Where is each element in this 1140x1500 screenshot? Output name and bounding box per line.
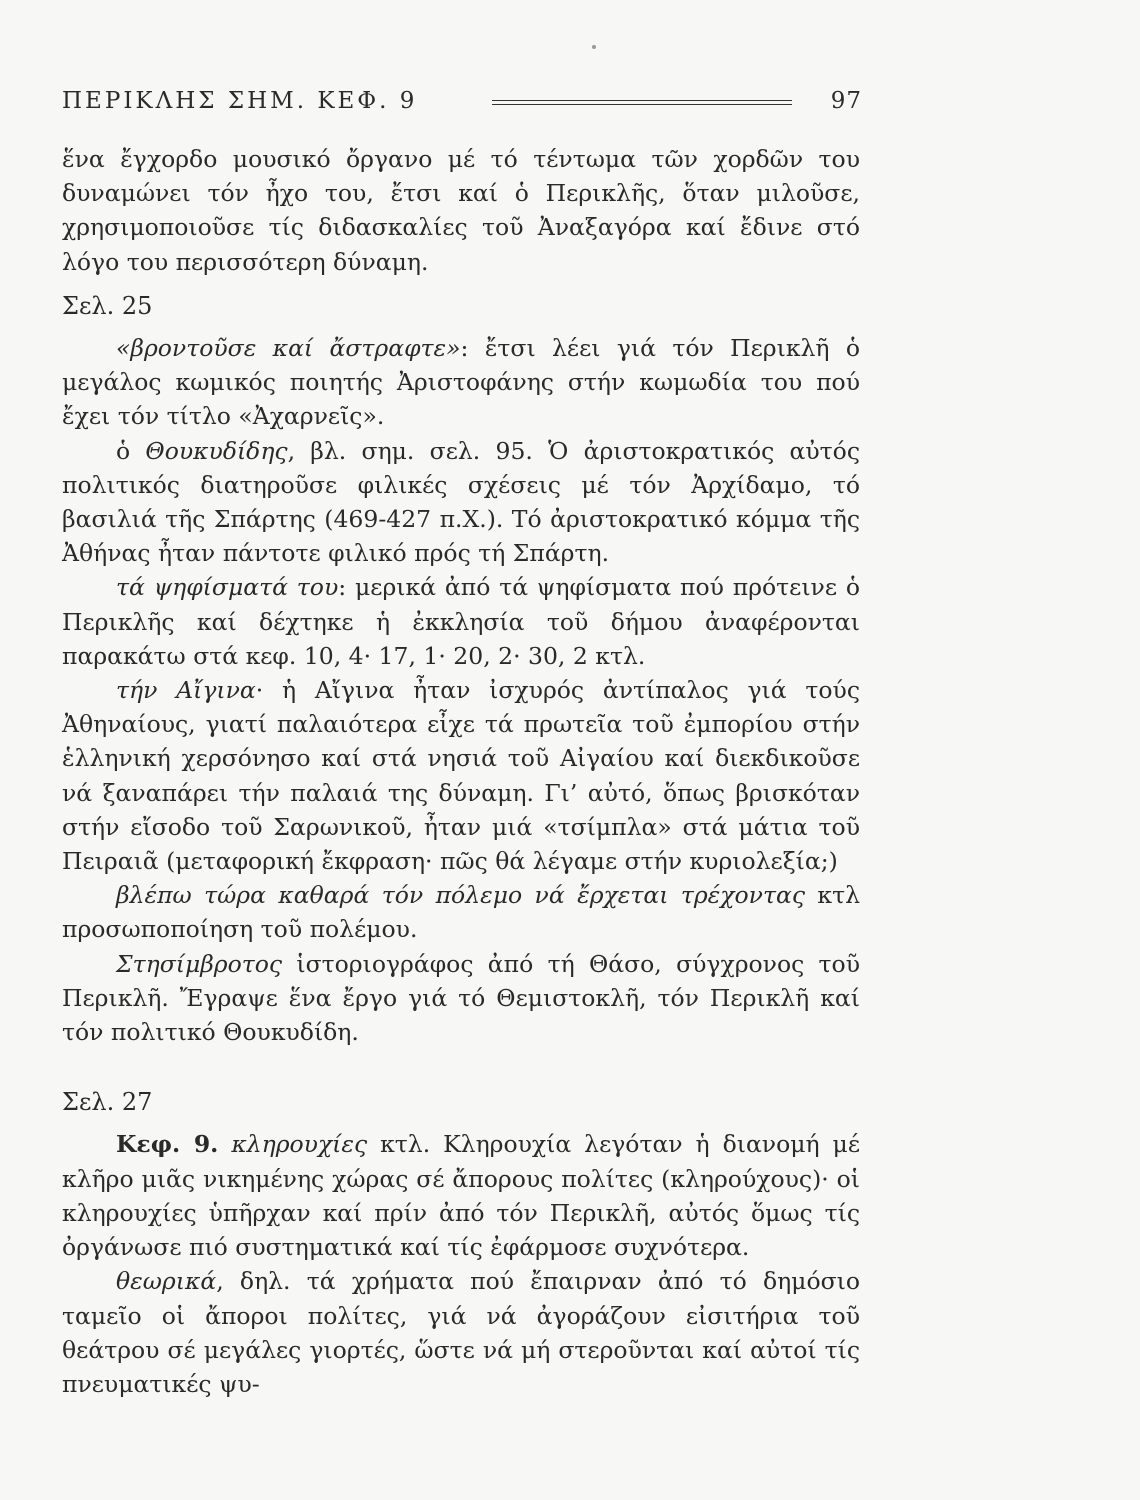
- section-heading-25: Σελ. 25: [62, 291, 153, 320]
- note-lemma: Θουκυδίδης: [145, 436, 288, 465]
- section-heading-27: Σελ. 27: [62, 1088, 153, 1117]
- running-header: [62, 88, 862, 122]
- note-klirouchies: [62, 1127, 860, 1264]
- note-vrontouse: [62, 331, 860, 434]
- page-body: [62, 142, 860, 1401]
- note-aigina: [62, 673, 860, 878]
- note-lemma: θεωρικά: [116, 1267, 217, 1296]
- note-text: , δηλ. τά χρήματα πού ἔπαιρναν ἀπό τό δημόσιο ταμεῖο οἱ ἄποροι πολίτες, γιά νά ἀγοράζουν εἰσιτήρια τοῦ θεάτρου σέ μεγάλες γιορτές, ὥστε νά μή στεροῦνται καί αὐτοί τίς πνευματικές ψυ-: [62, 1267, 860, 1398]
- note-polemos: [62, 878, 860, 946]
- note-text: : μερικά ἀπό τά ψηφίσματα πού πρότεινε ὁ Περικλῆς καί δέχτηκε ἡ ἐκκλησία τοῦ δήμου ἀναφέρονται παρακάτω στά κεφ. 10, 4· 17, 1· 20, 2· 30, 2 κτλ.: [62, 573, 861, 670]
- note-lemma: βλέπω τώρα καθαρά τόν πόλεμο νά ἔρχεται τρέχοντας: [116, 881, 805, 910]
- note-text: · ἡ Αἴγινα ἦταν ἰσχυρός ἀντίπαλος γιά τούς Ἀθηναίους, γιατί παλαιότερα εἶχε τά πρωτεῖα τοῦ ἐμπορίου στήν ἑλληνική χερσόνησο καί στά νησιά τοῦ Αἰγαίου καί διεκδικοῦσε νά ξαναπάρει τήν παλαιά της δύναμη. Γι’ αὐτό, ὅπως βρισκόταν στήν εἴσοδο τοῦ Σαρωνικοῦ, ἦταν μιά «τσίμπλα» στά μάτια τοῦ Πειραιᾶ (μεταφορική ἔκφραση· πῶς θά λέγαμε στήν κυριολεξία;): [62, 676, 860, 876]
- note-text: ἱστοριογράφος ἀπό τή Θάσο, σύγχρονος τοῦ Περικλῆ. Ἔγραψε ἕνα ἔργο γιά τό Θεμιστοκλῆ, τόν Περικλῆ καί τόν πολιτικό Θουκυδίδη.: [62, 949, 860, 1047]
- chapter-marker: Κεφ. 9.: [116, 1130, 219, 1159]
- note-lemma: Στησίμβροτος: [116, 949, 283, 978]
- note-text: κτλ. Κληρουχία λεγόταν ἡ διανομή μέ κλῆρο μιᾶς νικημένης χώρας σέ ἄπορους πολίτες (κληρούχους)· οἱ κληρουχίες ὑπῆρχαν καί πρίν ἀπό τόν Περικλῆ, αὐτός ὅμως τίς ὀργάνωσε πιό συστηματικά καί τίς ἐφάρμοσε συχνότερα.: [62, 1130, 860, 1262]
- note-psifismata: [62, 570, 860, 673]
- note-text: κτλ προσωποποίηση τοῦ πολέμου.: [62, 881, 860, 944]
- note-lemma: κληρουχίες: [231, 1130, 368, 1159]
- note-text: : ἔτσι λέει γιά τόν Περικλῆ ὁ μεγάλος κωμικός ποιητής Ἀριστοφάνης στήν κωμωδία του πού ἔχει τόν τίτλο «Ἀχαρνεῖς».: [62, 334, 860, 431]
- spacer: [62, 1049, 860, 1075]
- note-lemma: τά ψηφίσματά του: [116, 573, 339, 602]
- note-prefix: ὁ: [116, 436, 146, 465]
- note-text: , βλ. σημ. σελ. 95. Ὁ ἀριστοκρατικός αὐτός πολιτικός διατηροῦσε φιλικές σχέσεις μέ τόν Ἀρχίδαμο, τό βασιλιά τῆς Σπάρτης (469-427 π.Χ.). Τό ἀριστοκρατικό κόμμα τῆς Ἀθήνας ἦταν πάντοτε φιλικό πρός τή Σπάρτη.: [62, 436, 860, 568]
- page-number: 97: [830, 88, 862, 114]
- note-thoukydidis: [62, 434, 860, 571]
- note-lemma: τήν Αἴγινα: [116, 676, 256, 705]
- header-rule: [492, 100, 792, 105]
- paragraph-continued: ἕνα ἔγχορδο μουσικό ὄργανο μέ τό τέντωμα τῶν χορδῶν του δυναμώνει τόν ἦχο του, ἔτσι καί ὁ Περικλῆς, ὅταν μιλοῦσε, χρησιμοποιοῦσε τίς διδασκαλίες τοῦ Ἀναξαγόρα καί ἔδινε στό λόγο του περισσότερη δύναμη.: [62, 145, 860, 276]
- note-theorika: [62, 1264, 860, 1401]
- header-title: ΠΕΡΙΚΛΗΣ ΣΗΜ. ΚΕΦ. 9: [62, 88, 418, 114]
- speck: [592, 45, 596, 49]
- note-lemma: «βροντοῦσε καί ἄστραφτε»: [116, 334, 461, 363]
- note-stisimvrotos: [62, 947, 860, 1050]
